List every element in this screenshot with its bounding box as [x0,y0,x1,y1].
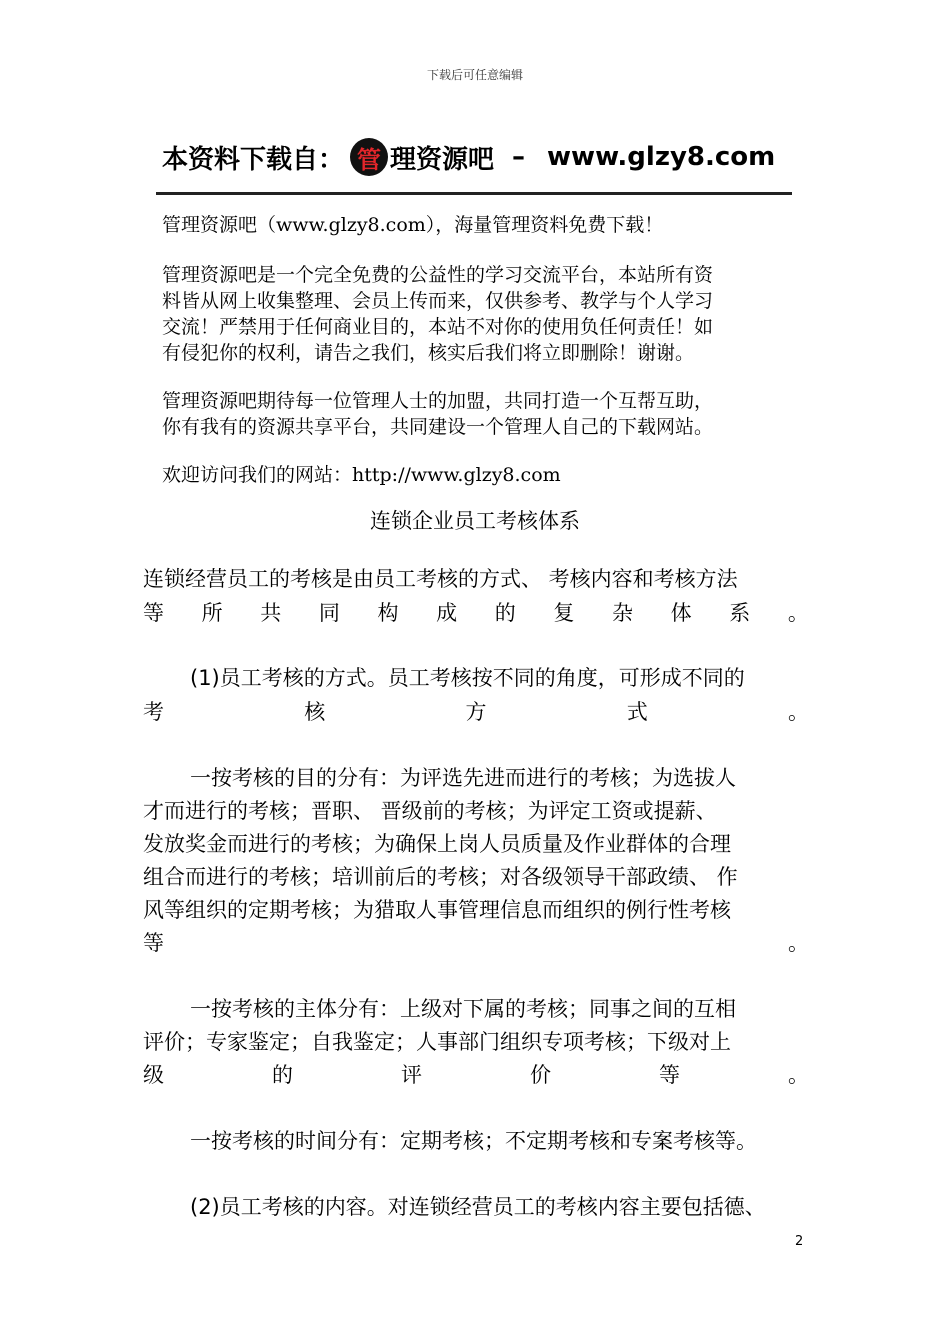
char: 系 [729,601,751,625]
char: 等 [143,931,164,955]
purpose-line-justified [143,927,809,957]
char: 同 [318,601,340,625]
char: 杂 [612,601,633,625]
intro-line-justified [143,597,809,627]
ad-visit-link[interactable]: 欢迎访问我们的网站：http://www.glzy8.com [162,464,561,486]
banner-prefix: 本资料下载自： [162,144,345,175]
ad-paragraph-line: 料皆从网上收集整理、会员上传而来，仅供参考、教学与个人学习 [162,290,714,312]
section-1-heading: (1)员工考核的方式。员工考核按不同的角度，可形成不同的 [190,666,745,690]
ad-paragraph-line: 你有我有的资源共享平台，共同建设一个管理人自己的下载网站。 [162,416,714,438]
header-note: 下载后可任意编辑 [426,68,523,82]
char: 核 [304,700,326,724]
char: 式 [626,700,648,724]
section-2-heading: (2)员工考核的内容。对连锁经营员工的考核内容主要包括德、 [190,1195,766,1219]
char: 方 [465,700,487,724]
subject-line: 评价；专家鉴定；自我鉴定；人事部门组织专项考核；下级对上 [143,1030,731,1054]
char: 。 [788,700,809,724]
ad-paragraph-line: 交流！严禁用于任何商业目的，本站不对你的使用负任何责任！如 [162,316,714,338]
subject-line: 一按考核的主体分有：上级对下属的考核；同事之间的互相 [190,997,736,1021]
char: 体 [670,601,692,625]
banner-dash: – [512,142,526,172]
char: 所 [201,601,223,625]
ad-paragraph-line: 有侵犯你的权利，请告之我们，核实后我们将立即删除！谢谢。 [162,342,695,364]
ad-paragraph-line: 管理资源吧是一个完全免费的公益性的学习交流平台，本站所有资 [162,264,714,286]
banner-divider [156,192,792,195]
subject-line-justified [143,1059,809,1089]
char: 等 [143,601,164,625]
char: 成 [436,601,458,625]
char: 。 [787,601,809,625]
char: 构 [377,601,399,625]
banner-site-name: 理资源吧 [390,144,495,175]
char: 共 [260,601,282,625]
purpose-line: 组合而进行的考核；培训前后的考核；对各级领导干部政绩、 作 [143,865,738,889]
page-number: 2 [795,1234,804,1249]
banner-url[interactable]: www.glzy8.com [547,142,776,172]
char: 。 [788,931,809,955]
char: 等 [659,1063,680,1087]
char: 级 [143,1063,164,1087]
source-banner [162,134,775,180]
section-1-line-justified [143,696,809,726]
char: 复 [553,601,575,625]
ad-intro: 管理资源吧（www.glzy8.com），海量管理资料免费下载！ [162,214,664,236]
char: 考 [143,700,164,724]
purpose-line: 才而进行的考核；晋职、 晋级前的考核；为评定工资或提薪、 [143,799,717,823]
intro-line: 连锁经营员工的考核是由员工考核的方式、 考核内容和考核方法 [143,567,738,591]
time-line: 一按考核的时间分有：定期考核；不定期考核和专案考核等。 [190,1129,757,1153]
char: 的 [494,601,516,625]
site-logo-icon: 管 [350,138,388,176]
purpose-line: 一按考核的目的分有：为评选先进而进行的考核；为选拔人 [190,766,736,790]
char: 。 [788,1063,809,1087]
char: 评 [401,1063,422,1087]
purpose-line: 风等组织的定期考核；为猎取人事管理信息而组织的例行性考核 [143,898,731,922]
document-title: 连锁企业员工考核体系 [370,509,580,533]
char: 价 [530,1063,551,1087]
char: 的 [272,1063,293,1087]
purpose-line: 发放奖金而进行的考核；为确保上岗人员质量及作业群体的合理 [143,832,731,856]
ad-paragraph-line: 管理资源吧期待每一位管理人士的加盟，共同打造一个互帮互助， [162,390,714,412]
